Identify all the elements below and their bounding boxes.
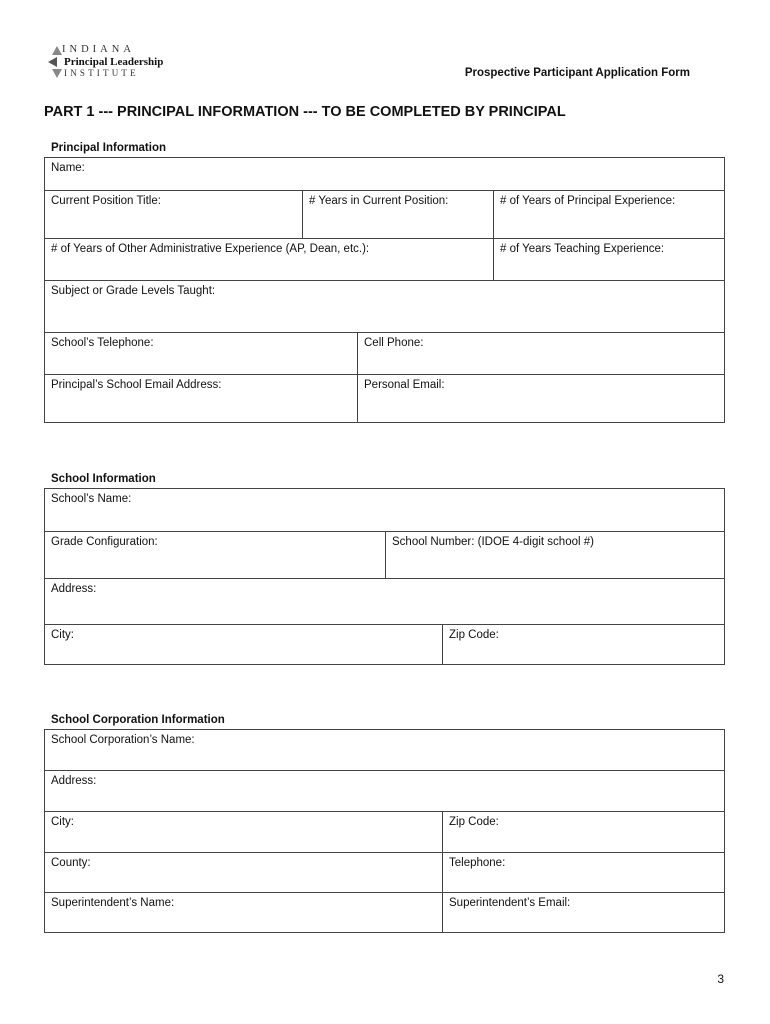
years-principal-experience-label: # of Years of Principal Experience: xyxy=(500,195,676,207)
school-address-row xyxy=(45,578,724,625)
years-current-position-field[interactable] xyxy=(302,191,493,239)
logo-line-3: INSTITUTE xyxy=(64,68,139,78)
corporation-name-label: School Corporation’s Name: xyxy=(51,734,195,746)
cell-phone-label: Cell Phone: xyxy=(364,337,424,349)
grade-configuration-field[interactable] xyxy=(45,532,385,579)
superintendent-row xyxy=(45,892,724,933)
cell-phone-field[interactable] xyxy=(357,333,724,375)
corporation-zip-field[interactable] xyxy=(442,812,724,853)
county-label: County: xyxy=(51,857,91,869)
school-city-field[interactable] xyxy=(45,625,442,665)
logo-triangle-down-icon xyxy=(52,69,62,78)
years-current-position-label: # Years in Current Position: xyxy=(309,195,449,207)
school-email-label: Principal’s School Email Address: xyxy=(51,379,222,391)
superintendent-email-field[interactable] xyxy=(442,893,724,933)
school-section-title: School Information xyxy=(51,473,156,485)
logo-line-1: INDIANA xyxy=(62,44,135,55)
school-city-row xyxy=(45,624,724,665)
school-city-label: City: xyxy=(51,629,74,641)
corporation-info-table xyxy=(44,729,725,933)
corporation-telephone-field[interactable] xyxy=(442,853,724,893)
phone-row xyxy=(45,332,724,375)
school-info-table xyxy=(44,488,725,665)
school-name-row xyxy=(45,489,724,531)
school-zip-label: Zip Code: xyxy=(449,629,499,641)
years-teaching-experience-label: # of Years Teaching Experience: xyxy=(500,243,665,255)
subjects-taught-field[interactable] xyxy=(45,281,724,333)
corporation-city-field[interactable] xyxy=(45,812,442,853)
corporation-address-label: Address: xyxy=(51,775,97,787)
school-name-label: School’s Name: xyxy=(51,493,132,505)
school-email-field[interactable] xyxy=(45,375,357,423)
corporation-address-field[interactable] xyxy=(45,771,724,812)
subjects-row xyxy=(45,280,724,333)
grade-configuration-label: Grade Configuration: xyxy=(51,536,158,548)
school-telephone-field[interactable] xyxy=(45,333,357,375)
years-principal-experience-field[interactable] xyxy=(493,191,724,239)
personal-email-field[interactable] xyxy=(357,375,724,423)
current-position-label: Current Position Title: xyxy=(51,195,161,207)
corporation-city-label: City: xyxy=(51,816,74,828)
school-number-label: School Number: (IDOE 4-digit school #) xyxy=(392,536,594,548)
principal-section-title: Principal Information xyxy=(51,142,167,154)
school-address-label: Address: xyxy=(51,583,97,595)
superintendent-name-label: Superintendent’s Name: xyxy=(51,897,175,909)
years-teaching-experience-field[interactable] xyxy=(493,239,724,281)
corporation-telephone-label: Telephone: xyxy=(449,857,506,869)
corporation-county-row xyxy=(45,852,724,893)
superintendent-name-field[interactable] xyxy=(45,893,442,933)
logo-triangle-left-icon xyxy=(48,57,57,67)
school-zip-field[interactable] xyxy=(442,625,724,665)
grade-config-row xyxy=(45,531,724,579)
logo-triangle-up-icon xyxy=(52,46,62,55)
experience-row xyxy=(45,238,724,281)
email-row xyxy=(45,374,724,423)
name-field[interactable] xyxy=(45,158,724,190)
school-telephone-label: School’s Telephone: xyxy=(51,337,154,349)
name-label: Name: xyxy=(51,162,85,174)
part-heading: PART 1 --- PRINCIPAL INFORMATION --- TO BE COMPLETED BY PRINCIPAL xyxy=(44,104,566,120)
school-number-field[interactable] xyxy=(385,532,724,579)
corporation-name-row xyxy=(45,730,724,770)
corporation-city-row xyxy=(45,811,724,853)
institute-logo xyxy=(48,44,168,78)
personal-email-label: Personal Email: xyxy=(364,379,445,391)
years-admin-experience-field[interactable] xyxy=(45,239,493,281)
corporation-section-title: School Corporation Information xyxy=(51,714,225,726)
principal-name-row xyxy=(45,158,724,190)
current-position-field[interactable] xyxy=(45,191,302,239)
corporation-name-field[interactable] xyxy=(45,730,724,770)
logo-line-2: Principal Leadership xyxy=(64,56,164,68)
county-field[interactable] xyxy=(45,853,442,893)
position-row xyxy=(45,190,724,239)
corporation-address-row xyxy=(45,770,724,812)
principal-info-table xyxy=(44,157,725,423)
school-address-field[interactable] xyxy=(45,579,724,625)
corporation-zip-label: Zip Code: xyxy=(449,816,499,828)
form-title: Prospective Participant Application Form xyxy=(464,67,690,79)
school-name-field[interactable] xyxy=(45,489,724,531)
superintendent-email-label: Superintendent’s Email: xyxy=(449,897,571,909)
subjects-taught-label: Subject or Grade Levels Taught: xyxy=(51,285,216,297)
page-number: 3 xyxy=(717,972,724,986)
years-admin-experience-label: # of Years of Other Administrative Experience (AP, Dean, etc.): xyxy=(51,243,370,255)
